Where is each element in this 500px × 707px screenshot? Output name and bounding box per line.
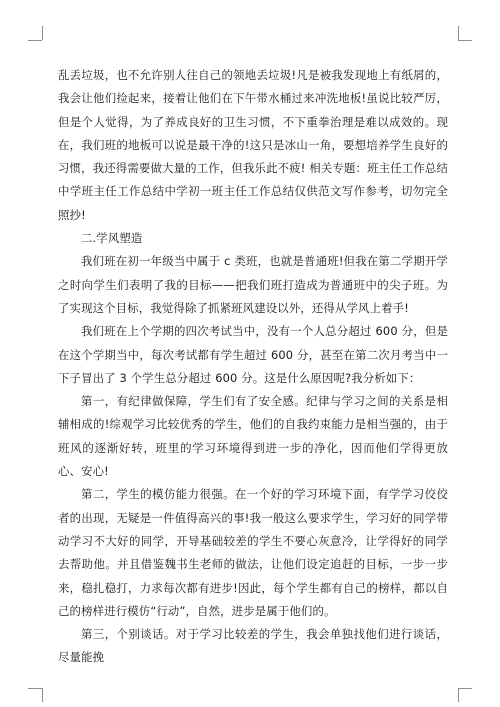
paragraph-exam-results: 我们班在上个学期的四次考试当中，没有一个人总分超过 600 分，但是在这个学期当中，每次考试都有学生超过 600 分，甚至在第二次月考当中一下子冒出了 3 个学生总分超过 600 分。这是什么原因呢?我分析如下： [58,324,448,385]
paragraph-point-one: 第一，有纪律做保障，学生们有了安全感。纪律与学习之间的关系是相辅相成的!综观学习比较优秀的学生，他们的自我约束能力是相当强的，由于班风的逐渐好转，班里的学习环境得到进一步的净化，因而他们学得更放心、安心! [58,394,448,479]
paragraph-point-three: 第三，个别谈话。对于学习比较差的学生，我会单独找他们进行谈话，尽量能挽 [58,627,448,665]
paragraph-hygiene-end: 乱丢垃圾，也不允许别人往自己的领地丢垃圾!凡是被我发现地上有纸屑的，我会让他们捡起来，接着让他们在下午带水桶过来冲洗地板!虽说比较严厉，但是个人觉得，为了养成良好的卫生习惯，不下重拳治理是难以成效的。现在，我们班的地板可以说是最干净的!这只是冰山一角，要想培养学生良好的习惯，我还得需要做大量的工作，但我乐此不疲! 相关专题：班主任工作总结中学班主任工作总结中学初一班主任工作总结仅供范文写作参考，切勿完全照抄! [58,68,448,222]
paragraph-point-two: 第二，学生的模仿能力很强。在一个好的学习环境下面，有学学习佼佼者的出现，无疑是一件值得高兴的事!我一般这么要求学生，学习好的同学带动学习不大好的同学，开导基础较差的学生不要心灰意冷，让学得好的同学去帮助他。并且借鉴魏书生老师的做法，让他们设定追赶的目标，一步一步来，稳扎稳打，力求每次都有进步!因此，每个学生都有自己的榜样，都以自己的榜样进行模仿“行动”，自然，进步是属于他们的。 [58,487,448,618]
paragraph-class-goal: 我们班在初一年级当中属于 c 类班，也就是普通班!但我在第二学期开学之时向学生们表明了我的目标——把我们班打造成为普通班中的尖子班。为了实现这个目标，我觉得除了抓紧班风建设以外，还得从学风上着手! [58,254,448,315]
section-heading-study-style: 二.学风塑造 [81,231,143,246]
document-body [58,64,448,670]
